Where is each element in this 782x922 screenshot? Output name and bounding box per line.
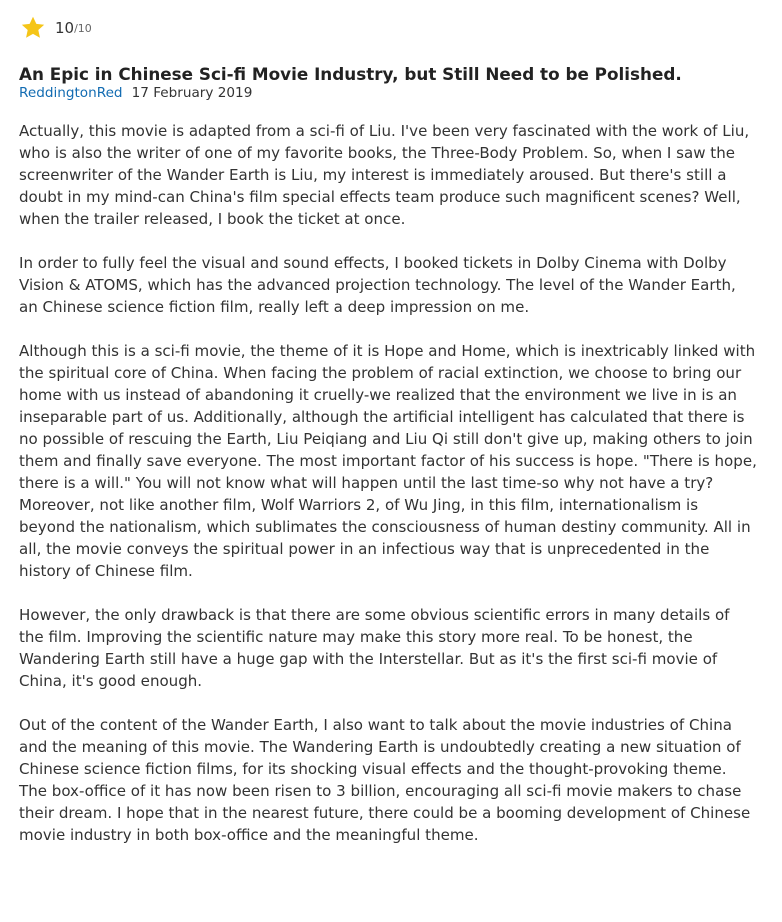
rating-max: /10 [74,21,92,35]
review-title: An Epic in Chinese Sci-fi Movie Industry, but Still Need to be Polished. [19,64,682,84]
star-shape [22,17,44,38]
star-icon [20,15,46,41]
review-meta [19,84,252,102]
review-paragraph: In order to fully feel the visual and sound effects, I booked tickets in Dolby Cinema with Dolby Vision & ATOMS, which has the advanced projection technology. The level of the Wander Earth, an Chinese science fiction film, really left a deep impression on me. [19,254,736,316]
review-paragraph: However, the only drawback is that there are some obvious scientific errors in many details of the film. Improving the scientific nature may make this story more real. To be honest, the Wandering Earth still have a huge gap with the Interstellar. But as it's the first sci-fi movie of China, it's good enough. [19,606,730,690]
review-body [19,120,757,868]
review-author-link[interactable]: ReddingtonRed [19,85,123,101]
rating-value: 10 [55,19,75,37]
review-date: 17 February 2019 [131,85,253,101]
user-rating [20,14,92,42]
review-paragraph: Although this is a sci-fi movie, the theme of it is Hope and Home, which is inextricably linked with the spiritual core of China. When facing the problem of racial extinction, we choose to bring our home with us instead of abandoning it cruelly-we realized that the environment we live in is an inseparable part of us. Additionally, although the artificial intelligent has calculated that there is no possible of rescuing the Earth, Liu Peiqiang and Liu Qi still don't give up, making others to join them and finally save everyone. The most important factor of his success is hope. "There is hope, there is a will." You will not know what will happen until the last time-so why not have a try? Moreover, not like another film, Wolf Warriors 2, of Wu Jing, in this film, internationalism is beyond the nationalism, which sublimates the consciousness of human destiny community. All in all, the movie conveys the spiritual power in an infectious way that is unprecedented in the history of Chinese film. [19,342,757,580]
review-paragraph: Actually, this movie is adapted from a sci-fi of Liu. I've been very fascinated with the work of Liu, who is also the writer of one of my favorite books, the Three-Body Problem. So, when I saw the screenwriter of the Wander Earth is Liu, my interest is immediately aroused. But there's still a doubt in my mind-can China's film special effects team produce such magnificent scenes? Well, when the trailer released, I book the ticket at once. [19,122,750,228]
review-paragraph: Out of the content of the Wander Earth, I also want to talk about the movie industries of China and the meaning of this movie. The Wandering Earth is undoubtedly creating a new situation of Chinese science fiction films, for its shocking visual effects and the thought-provoking theme. The box-office of it has now been risen to 3 billion, encouraging all sci-fi movie makers to chase their dream. I hope that in the nearest future, there could be a booming development of Chinese movie industry in both box-office and the meaningful theme. [19,716,751,844]
